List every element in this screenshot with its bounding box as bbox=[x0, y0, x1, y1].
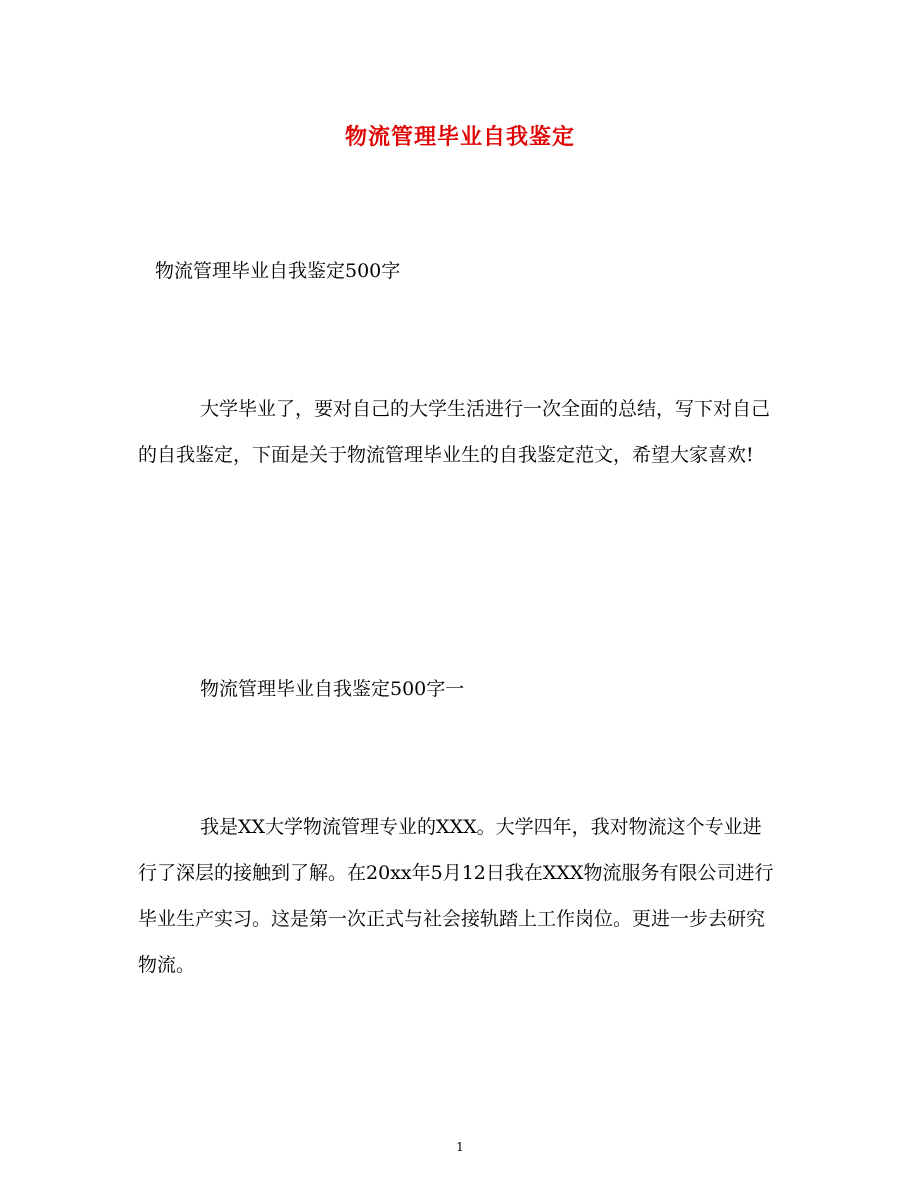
document-subtitle: 物流管理毕业自我鉴定500字 bbox=[155, 260, 401, 282]
page-number: 1 bbox=[456, 1140, 464, 1154]
document-title: 物流管理毕业自我鉴定 bbox=[344, 124, 575, 150]
intro-paragraph: 大学毕业了，要对自己的大学生活进行一次全面的总结，写下对自己的自我鉴定，下面是关于物流管理毕业生的自我鉴定范文，希望大家喜欢! bbox=[138, 398, 771, 466]
section-heading: 物流管理毕业自我鉴定500字一 bbox=[200, 678, 465, 700]
body-paragraph: 我是XX大学物流管理专业的XXX。大学四年，我对物流这个专业进行了深层的接触到了解。在20xx年5月12日我在XXX物流服务有限公司进行毕业生产实习。这是第一次正式与社会接轨踏上工作岗位。更进一步去研究物流。 bbox=[138, 816, 774, 976]
